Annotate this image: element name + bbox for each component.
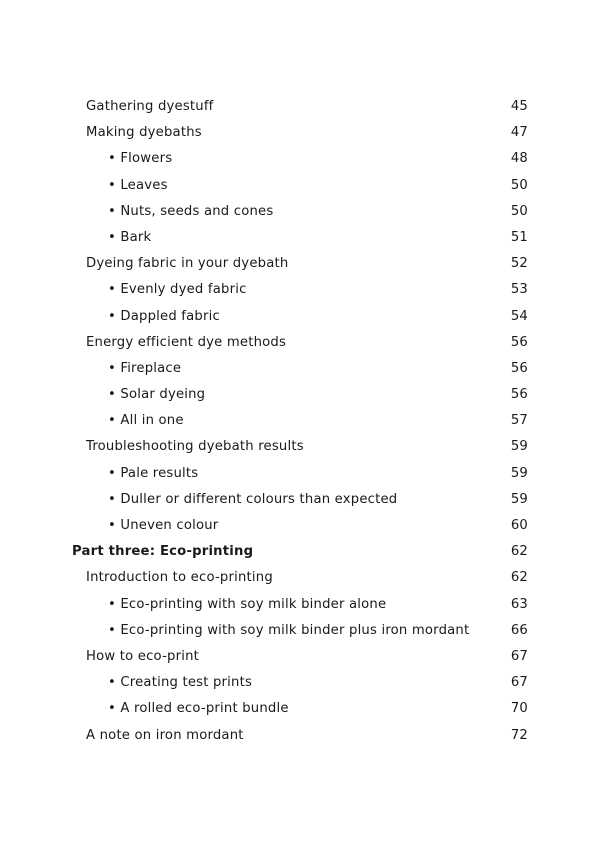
toc-entry-page: 45 (510, 99, 528, 114)
toc-entry[interactable] (0, 251, 600, 277)
toc-subentry[interactable] (0, 696, 600, 722)
toc-entry-title: A note on iron mordant (86, 727, 244, 743)
toc-entry-title: • Solar dyeing (108, 387, 206, 403)
toc-entry-title: • A rolled eco-print bundle (108, 701, 289, 717)
toc-entry-page: 50 (510, 177, 528, 193)
toc-subentry[interactable] (0, 382, 600, 408)
toc-entry-page: 48 (510, 151, 528, 167)
toc-subentry[interactable] (0, 146, 600, 172)
toc-entry-page: 57 (510, 413, 528, 429)
toc-entry-title: • Dappled fabric (108, 308, 220, 324)
toc-entry-page: 67 (510, 648, 528, 664)
toc-entry[interactable] (0, 644, 600, 670)
toc-part-title: Part three: Eco-printing (72, 544, 254, 560)
toc-entry-title: Dyeing fabric in your dyebath (86, 256, 289, 272)
toc-entry-title: Gathering dyestuff (86, 99, 214, 114)
toc-entry-title: • Creating test prints (108, 675, 253, 691)
toc-entry[interactable] (0, 330, 600, 356)
toc-part-heading[interactable] (0, 539, 600, 565)
toc-entry[interactable] (0, 565, 600, 591)
toc-entry-page: 56 (510, 334, 528, 350)
toc-entry-title: • Bark (108, 229, 152, 245)
toc-entry-title: • Leaves (108, 177, 168, 193)
toc-entry-title: • Uneven colour (108, 518, 219, 533)
toc-entry-title: Energy efficient dye methods (86, 334, 287, 350)
toc-entry-title: • Evenly dyed fabric (108, 282, 247, 298)
toc-entry-title: • All in one (108, 413, 184, 429)
toc-subentry[interactable] (0, 173, 600, 199)
toc-subentry[interactable] (0, 225, 600, 251)
toc-subentry[interactable] (0, 618, 600, 644)
toc-entry-page: 52 (510, 256, 528, 272)
toc-entry-title: • Nuts, seeds and cones (108, 203, 274, 219)
toc-entry[interactable] (0, 94, 600, 120)
table-of-contents (0, 94, 600, 749)
toc-entry-page: 47 (510, 125, 528, 141)
toc-entry-page: 60 (510, 518, 528, 533)
toc-entry-title: Making dyebaths (86, 125, 202, 141)
toc-entry-page: 56 (510, 387, 528, 403)
toc-entry-page: 59 (510, 465, 528, 481)
toc-entry[interactable] (0, 434, 600, 460)
toc-entry-page: 62 (510, 544, 528, 560)
toc-subentry[interactable] (0, 461, 600, 487)
toc-subentry[interactable] (0, 199, 600, 225)
toc-entry-title: • Pale results (108, 465, 199, 481)
toc-entry[interactable] (0, 723, 600, 749)
toc-subentry[interactable] (0, 304, 600, 330)
toc-entry-page: 50 (510, 203, 528, 219)
toc-entry[interactable] (0, 120, 600, 146)
toc-entry-page: 56 (510, 360, 528, 376)
toc-entry-page: 70 (510, 701, 528, 717)
toc-subentry[interactable] (0, 487, 600, 513)
toc-entry-title: • Eco-printing with soy milk binder plus iron mordant (108, 622, 470, 638)
toc-entry-title: Troubleshooting dyebath results (86, 439, 304, 455)
toc-entry-title: • Flowers (108, 151, 173, 167)
toc-entry-page: 59 (510, 439, 528, 455)
toc-entry-page: 72 (510, 727, 528, 743)
toc-entry-title: Introduction to eco-printing (86, 570, 273, 586)
toc-subentry[interactable] (0, 408, 600, 434)
toc-subentry[interactable] (0, 592, 600, 618)
toc-entry-page: 54 (510, 308, 528, 324)
toc-entry-title: • Eco-printing with soy milk binder alone (108, 596, 387, 612)
toc-subentry[interactable] (0, 356, 600, 382)
toc-entry-page: 67 (510, 675, 528, 691)
toc-subentry[interactable] (0, 513, 600, 539)
toc-subentry[interactable] (0, 277, 600, 303)
toc-entry-title: • Duller or different colours than expected (108, 491, 398, 507)
toc-entry-page: 66 (510, 622, 528, 638)
toc-entry-title: How to eco-print (86, 648, 200, 664)
toc-entry-title: • Fireplace (108, 360, 182, 376)
toc-entry-page: 63 (510, 596, 528, 612)
toc-entry-page: 51 (510, 229, 528, 245)
toc-entry-page: 53 (510, 282, 528, 298)
toc-entry-page: 62 (510, 570, 528, 586)
toc-subentry[interactable] (0, 670, 600, 696)
toc-entry-page: 59 (510, 491, 528, 507)
